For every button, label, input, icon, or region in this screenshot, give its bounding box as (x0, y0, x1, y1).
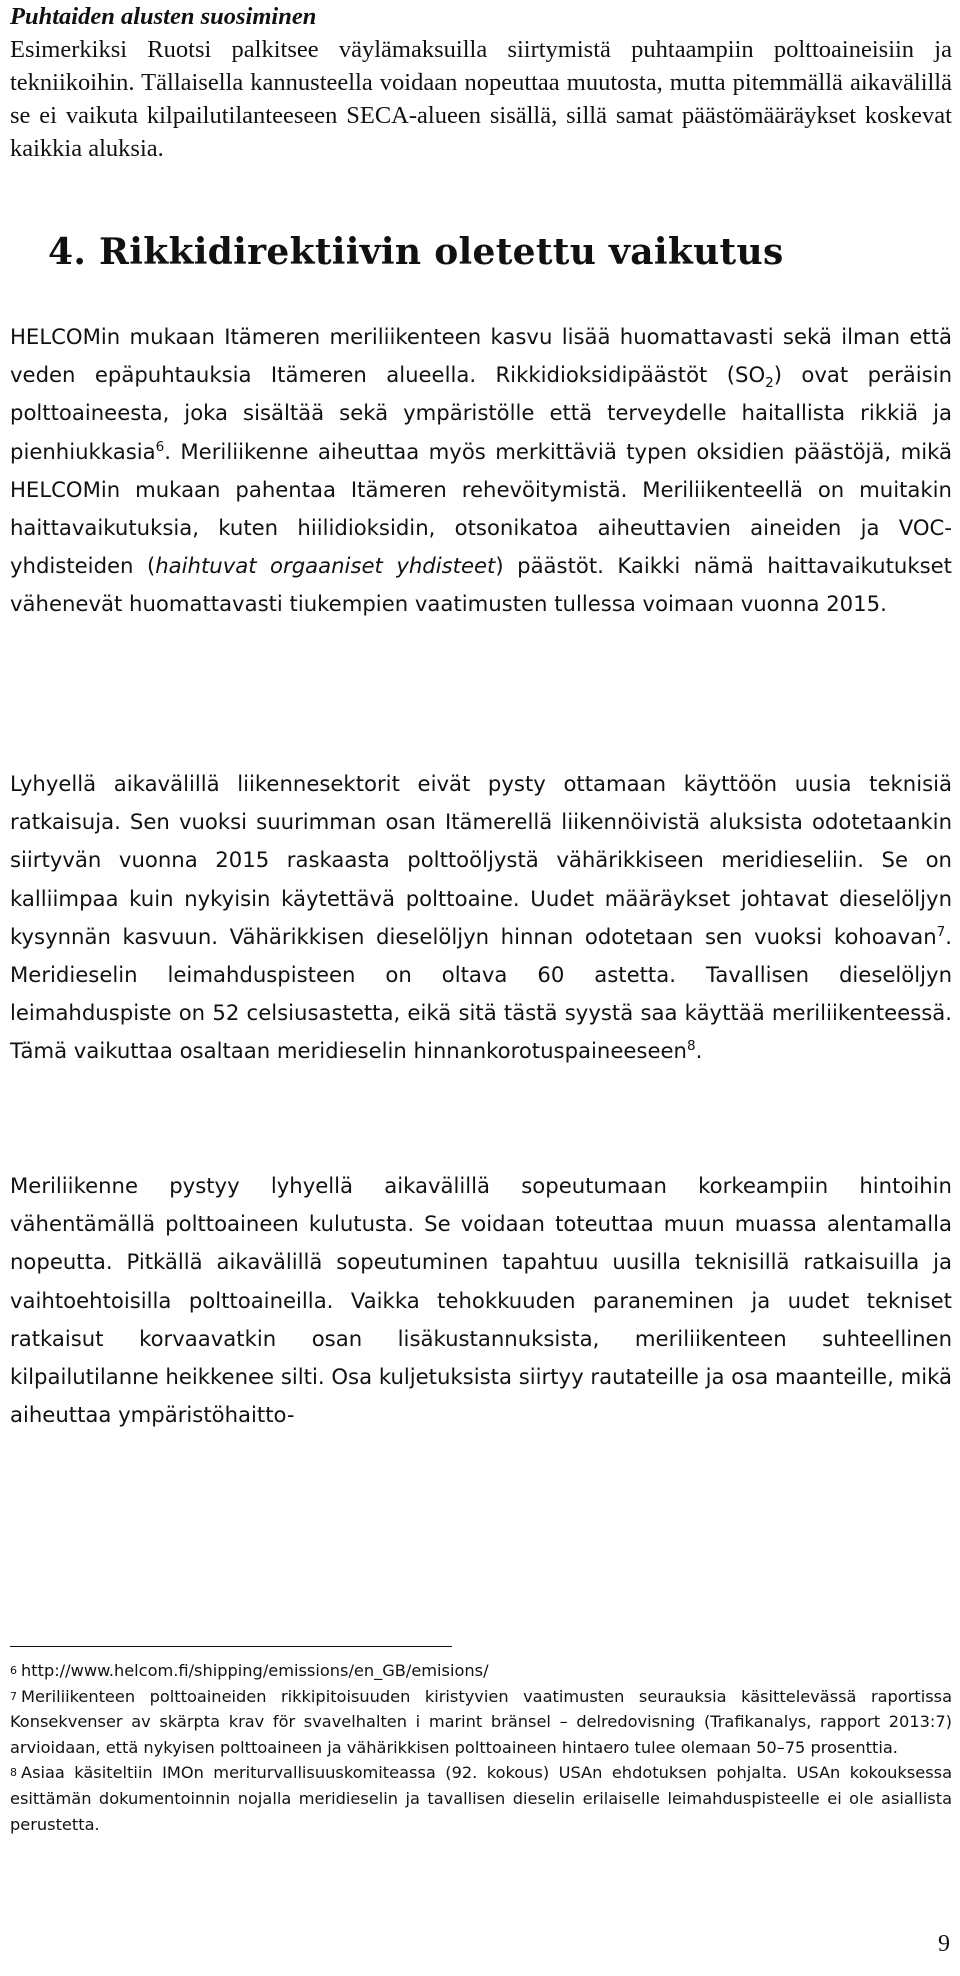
footnote-ref-6[interactable]: 6 (155, 438, 165, 455)
footnote-number: 8 (10, 1766, 17, 1780)
p1-text-b: ) ovat peräisin polttoaineesta, joka sisältää sekä ympäristölle että terveydelle haitallista rikkiä ja pienhiukkasia (10, 362, 953, 464)
p1-italic-term: haihtuvat orgaaniset yhdisteet (155, 553, 496, 579)
p1-text-d: ) päästöt. Kaikki nämä haittavaikutukset vähenevät huomattavasti tiukempien vaatimusten tullessa voimaan vuonna 2015. (10, 553, 952, 617)
footnote-text: Asiaa käsiteltiin IMOn meriturvallisuuskomiteassa (92. kokous) USAn ehdotuksen pohjalta. USAn kokouksessa esittämän dokumentoinnin nojalla meridieselin ja tavallisen dieselin erilaiselle leimahduspisteelle ei ole asiallista perustetta. (10, 1763, 952, 1834)
footnote-ref-7[interactable]: 7 (936, 923, 946, 940)
intro-paragraph: Esimerkiksi Ruotsi palkitsee väylämaksuilla siirtymistä puhtaampiin polttoaineisiin ja tekniikoihin. Tällaisella kannusteella voidaan nopeuttaa muutosta, mutta pitemmällä aikavälillä se ei vaikuta kilpailutilanteeseen SECA-alueen sisällä, sillä samat päästömääräykset koskevat kaikkia aluksia. (10, 36, 952, 162)
footnote-8 (10, 1760, 952, 1837)
footnote-7 (10, 1684, 952, 1761)
footnote-link[interactable]: http://www.helcom.fi/shipping/emissions/en_GB/emisions/ (21, 1661, 489, 1680)
p1-text-a: HELCOMin mukaan Itämeren meriliikenteen kasvu lisää huomattavasti sekä ilman että veden epäpuhtauksia Itämeren alueella. Rikkidioksidipäästöt (SO (10, 324, 952, 388)
p1-text-c: . Meriliikenne aiheuttaa myös merkittäviä typen oksidien päästöjä, mikä HELCOMin mukaan pahentaa Itämeren rehevöitymistä. Meriliikenteellä on muitakin haittavaikutuksia, kuten hiilidioksidin, otsonikatoa aiheuttavien aineiden ja VOC-yhdisteiden ( (10, 438, 952, 579)
intro-section (10, 0, 952, 165)
p2-text-a: Lyhyellä aikavälillä liikennesektorit eivät pysty ottamaan käyttöön uusia teknisiä ratkaisuja. Sen vuoksi suurimman osan Itämerellä liikennöivistä aluksista odotetaankin siirtyvän vuonna 2015 raskaasta polttoöljystä vähärikkiseen meridieseliin. Se on kalliimpaa kuin nykyisin käytettävä polttoaine. Uudet määräykset johtavat dieselöljyn kysynnän kasvuun. Vähärikkisen dieselöljyn hinnan odotetaan sen vuoksi kohoavan (10, 771, 952, 949)
footnote-text: Meriliikenteen polttoaineiden rikkipitoisuuden kiristyvien vaatimusten seurauksia käsittelevässä raportissa Konsekvenser av skärpta krav för svavelhalten i marint bränsel – delredovisning (Trafikanalys, rapport 2013:7) arvioidaan, että nykyisen polttoaineen ja vähärikkisen polttoaineen hintaero tulee olemaan 50–75 prosenttia. (10, 1686, 952, 1757)
p2-text-b: . Meridieselin leimahduspisteen on oltava 60 astetta. Tavallisen dieselöljyn leimahduspiste on 52 celsiusastetta, eikä sitä tästä syystä saa käyttää meriliikenteessä. Tämä vaikuttaa osaltaan meridieselin hinnankorotuspaineeseen (10, 923, 952, 1064)
footnote-ref-8[interactable]: 8 (686, 1038, 696, 1055)
intro-heading: Puhtaiden alusten suosiminen (10, 3, 317, 30)
page-number: 9 (938, 1931, 950, 1957)
footnote-6 (10, 1658, 952, 1684)
footnote-number: 6 (10, 1664, 17, 1677)
footnotes (10, 1658, 952, 1837)
body-paragraph-1 (10, 318, 952, 624)
section-heading: 4. Rikkidirektiivin oletettu vaikutus (48, 231, 784, 273)
body-paragraph-3: Meriliikenne pystyy lyhyellä aikavälillä sopeutumaan korkeampiin hintoihin vähentämällä polttoaineen kulutusta. Se voidaan toteuttaa muun muassa alentamalla nopeutta. Pitkällä aikavälillä sopeutuminen tapahtuu uusilla teknisillä ratkaisuilla ja vaihtoehtoisilla polttoaineilla. Vaikka tehokkuuden paraneminen ja uudet tekniset ratkaisut korvaavatkin osan lisäkustannuksista, meriliikenteen suhteellinen kilpailutilanne heikkenee silti. Osa kuljetuksista siirtyy rautateille ja osa maanteille, mikä aiheuttaa ympäristöhaitto- (10, 1173, 952, 1428)
footnote-divider (10, 1646, 452, 1647)
body-paragraph-2 (10, 765, 952, 1071)
p2-text-c: . (695, 1038, 703, 1064)
footnote-number: 7 (10, 1689, 17, 1703)
so2-subscript: 2 (765, 375, 774, 392)
